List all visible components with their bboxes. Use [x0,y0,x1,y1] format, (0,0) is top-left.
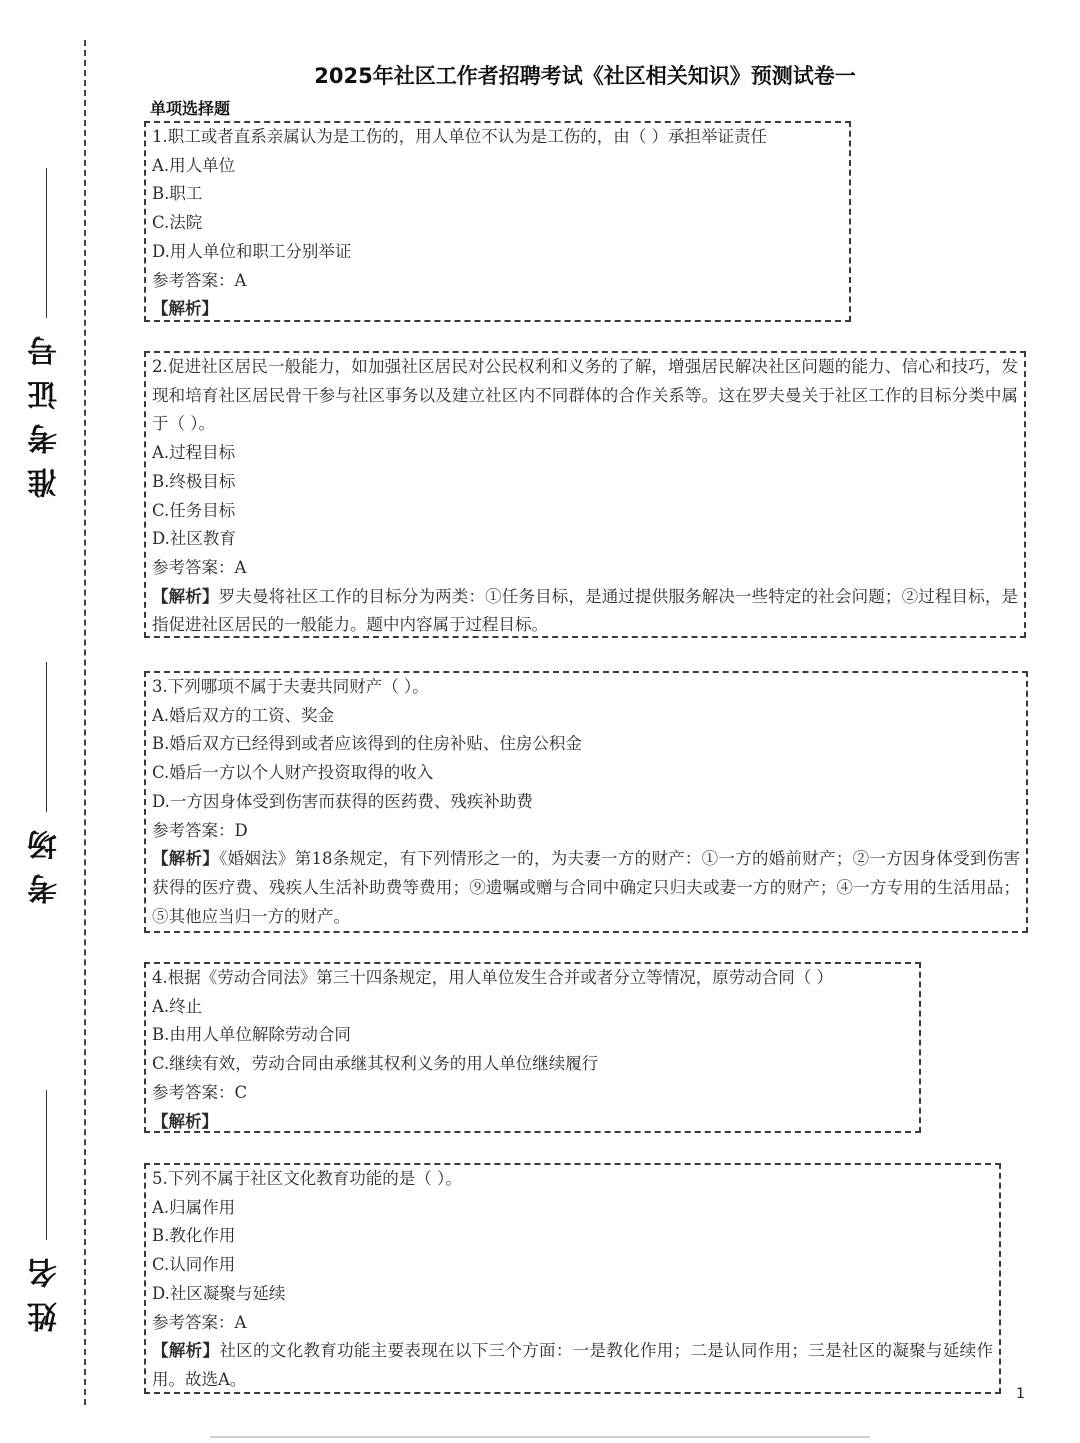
question-card [144,351,1026,638]
name-write-line [46,1090,47,1240]
exam-id-write-line [46,168,47,318]
exam-room-field [18,662,74,904]
question-card [144,671,1028,933]
option-d: D.用人单位和职工分别举证 [152,241,352,261]
page-number: 1 [1016,1386,1025,1402]
analysis-label: 【解析】 [152,1111,218,1131]
analysis-label: 【解析】 [152,849,220,869]
section-title: 单项选择题 [150,99,231,118]
exam-id-field [18,168,74,498]
option-b: B.由用人单位解除劳动合同 [152,1025,351,1045]
analysis-label: 【解析】 [152,586,219,606]
option-c: C.继续有效，劳动合同由承继其权利义务的用人单位继续履行 [152,1054,599,1074]
reference-answer: 参考答案：A [152,557,247,577]
option-c: C.任务目标 [152,500,236,520]
name-field [18,1090,74,1332]
option-c: C.法院 [152,213,203,233]
reference-answer: 参考答案：A [152,270,247,290]
option-b: B.婚后双方已经得到或者应该得到的住房补贴、住房公积金 [152,734,582,754]
question-card [144,1163,1001,1394]
option-a: A.归属作用 [152,1197,236,1217]
question-card [144,121,851,322]
option-a: A.终止 [152,996,203,1016]
option-a: A.用人单位 [152,155,236,175]
option-b: B.终极目标 [152,471,236,491]
analysis [152,295,843,324]
analysis [152,1108,913,1137]
question-stem: 2.促进社区居民一般能力，如加强社区居民对公民权利和义务的了解，增强居民解决社区问题的能力、信心和技巧，发现和培育社区居民骨干参与社区事务以及建立社区内不同群体的合作关系等。这在罗夫曼关于社区工作的目标分类中属于（ ）。 [152,357,1018,434]
question-stem: 3.下列哪项不属于夫妻共同财产（ ）。 [152,677,429,696]
reference-answer: 参考答案：C [152,1082,248,1102]
option-c: C.婚后一方以个人财产投资取得的收入 [152,763,434,783]
question-stem: 4.根据《劳动合同法》第三十四条规定，用人单位发生合并或者分立等情况，原劳动合同（ ） [152,968,833,987]
option-b: B.教化作用 [152,1226,236,1246]
binding-cut-line [84,40,86,1405]
bottom-divider [210,1436,870,1438]
analysis [152,583,1018,640]
option-d: D.一方因身体受到伤害而获得的医药费、残疾补助费 [152,791,533,811]
analysis-text: 社区的文化教育功能主要表现在以下三个方面：一是教化作用；二是认同作用；三是社区的凝聚与延续作用。故选A。 [152,1341,994,1389]
option-a: A.婚后双方的工资、奖金 [152,705,335,725]
reference-answer: 参考答案：A [152,1312,247,1332]
analysis-label: 【解析】 [152,1341,220,1361]
exam-room-label: 考场 [28,816,63,904]
name-label: 姓名 [28,1244,63,1332]
option-d: D.社区教育 [152,529,236,549]
analysis [152,845,1020,931]
analysis-text: 《婚姻法》第18条规定，有下列情形之一的，为夫妻一方的财产：①一方的婚前财产；②一方因身体受到伤害获得的医疗费、残疾人生活补助费等费用；⑨遗嘱或赠与合同中确定只归夫或妻一方的财产；④一方专用的生活用品；⑤其他应当归一方的财产。 [152,849,1021,926]
analysis-label: 【解析】 [152,299,218,319]
option-b: B.职工 [152,184,203,204]
option-a: A.过程目标 [152,443,236,463]
analysis-text: 罗夫曼将社区工作的目标分为两类：①任务目标，是通过提供服务解决一些特定的社会问题；②过程目标，是指促进社区居民的一般能力。题中内容属于过程目标。 [152,586,1019,635]
question-stem: 1.职工或者直系亲属认为是工伤的，用人单位不认为是工伤的，由（ ）承担举证责任 [152,127,767,146]
question-stem: 5.下列不属于社区文化教育功能的是（ ）。 [152,1169,462,1188]
analysis [152,1337,993,1394]
reference-answer: 参考答案：D [152,820,248,840]
option-d: D.社区凝聚与延续 [152,1283,286,1303]
exam-id-label: 准考证号 [28,322,63,498]
question-card [144,962,921,1133]
option-c: C.认同作用 [152,1255,236,1275]
exam-room-write-line [46,662,47,812]
page-title: 2025年社区工作者招聘考试《社区相关知识》预测试卷一 [314,64,856,88]
